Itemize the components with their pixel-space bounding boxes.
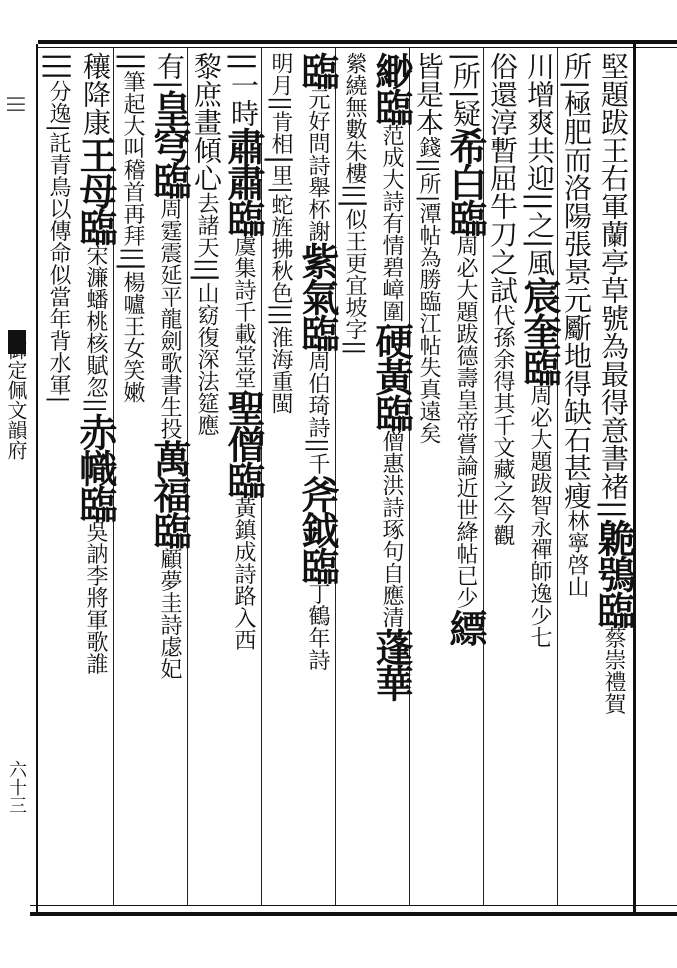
body-text: || — [116, 52, 149, 71]
headword: 硬黃臨 — [369, 322, 414, 430]
frame-top-border — [38, 40, 677, 44]
annotation-text: 黃鎮成詩路入西 — [231, 496, 256, 651]
headword: 聖僧臨 — [221, 388, 266, 497]
body-text: 皆是本 — [412, 52, 445, 136]
frame-bottom-border — [30, 912, 677, 916]
text-column — [295, 52, 340, 902]
annotation-text: 分逸|託青鳥以傳命 — [46, 80, 71, 264]
headword: 希白臨 — [443, 126, 488, 235]
frame-bottom-inner-border — [30, 905, 677, 906]
text-column — [73, 52, 118, 902]
headword: 臨 — [295, 52, 340, 88]
frame-left-border — [36, 44, 38, 914]
body-text: 堅題跋王右軍蘭亭草號為最得意書褚 — [597, 52, 630, 500]
annotation-text: 里|蛇旌拂秋色|||淮海重閩 — [268, 164, 293, 414]
headword: 臲鴞臨 — [591, 518, 636, 627]
body-text: ||| — [42, 52, 75, 81]
headword: 紫氣臨 — [295, 242, 340, 350]
annotation-text: 蔡崇禮賀 — [601, 626, 626, 715]
text-column — [410, 52, 446, 902]
text-column — [591, 52, 636, 902]
annotation-text: 明月||肯相 — [268, 52, 293, 155]
text-column — [114, 52, 150, 902]
headword: 肅肅臨 — [221, 126, 266, 235]
annotation-text: 楊嚧王女笑嫩 — [120, 271, 145, 404]
annotation-text: 范成大詩有情碧嶂圍 — [379, 124, 404, 322]
frame-top-inner-border — [38, 47, 677, 48]
margin-book-title: 御定佩文韻府 — [4, 340, 28, 460]
headword: 宸奎臨 — [517, 276, 562, 385]
text-column — [40, 52, 76, 902]
text-column — [221, 52, 266, 902]
annotation-text: 去諸天|| — [194, 192, 219, 273]
annotation-text: 周霆震延平龍劍歌書生投 — [157, 197, 182, 440]
headword: 蓬華 — [369, 628, 414, 700]
headword: 緲臨 — [369, 52, 414, 124]
annotation-text: 林寧啓山 — [564, 509, 589, 598]
text-column — [188, 52, 224, 902]
text-column — [558, 52, 594, 902]
annotation-text: 周必大題跋德壽皇帝嘗論近世絳帖已少 — [453, 234, 478, 609]
margin-marks: ||| — [6, 95, 27, 114]
annotation-text: 僧惠洪詩琢句自應清 — [379, 430, 404, 628]
text-column — [147, 52, 192, 902]
annotation-text: 丁鶴年詩 — [305, 582, 330, 671]
column-rule — [409, 48, 410, 906]
page-margin — [0, 40, 30, 914]
text-column — [484, 52, 520, 902]
annotation-text: 周必大題跋智永禪師逸少七 — [527, 384, 552, 649]
annotation-text: 周伯琦詩||千 — [305, 350, 330, 475]
text-column — [369, 52, 414, 902]
annotation-text: 縈繞無數朱樓|| — [342, 52, 367, 199]
annotation-text: 虞集詩千載堂堂 — [231, 234, 256, 389]
text-column — [443, 52, 488, 902]
body-text: | — [338, 198, 371, 209]
annotation-text: 宋濂蟠桃核賦忽|| — [83, 244, 108, 413]
headword: 斧鉞臨 — [295, 474, 340, 583]
headword: 皇穹臨 — [147, 89, 192, 198]
annotation-text: 顧夢圭詩虙妃 — [157, 547, 182, 680]
annotation-text: 吳訥李將軍歌誰 — [83, 520, 108, 675]
headword: 萬福臨 — [147, 439, 192, 548]
text-column — [336, 52, 372, 902]
margin-page-number: 六十三 — [6, 760, 27, 814]
text-column — [262, 52, 298, 902]
annotation-text: 筆起大叫稽首再拜|| — [120, 70, 145, 262]
headword: 縹 — [443, 608, 488, 645]
text-column — [517, 52, 562, 902]
column-rule — [557, 48, 558, 906]
body-text: | — [190, 272, 223, 283]
annotation-text: 代孫余得其千文藏之今觀 — [490, 304, 515, 546]
annotation-text: 錢||所|潭帖為勝臨江帖失真遠矣 — [416, 136, 441, 445]
body-text: 黎庶畫傾心 — [190, 52, 223, 192]
body-text: 俗還淳暫屈牛刀之試 — [486, 52, 519, 304]
body-text: 有| — [153, 52, 186, 90]
frame-right-border — [633, 44, 636, 914]
annotation-text: 山窈復深法筵應 — [194, 282, 219, 437]
body-text: 川增爽共迎||之|風 — [523, 52, 556, 277]
body-text: | — [264, 154, 297, 165]
body-text: 所|極肥而洛陽張景元斸地得缺石甚瘦 — [560, 52, 593, 510]
headword: 赤幟臨 — [73, 412, 118, 521]
annotation-text: 元好問詩舉杯謝 — [305, 88, 330, 242]
body-text: 穰降康 — [79, 52, 112, 136]
body-text: |所|疑 — [449, 52, 482, 127]
body-text: || — [597, 500, 630, 519]
annotation-text: 似王更宜坡字|| — [342, 208, 367, 356]
headword: 王母臨 — [73, 136, 118, 244]
body-text: | — [116, 261, 149, 272]
body-text: ||一時 — [227, 52, 260, 127]
annotation-text: 似當年背水軍| — [46, 263, 71, 404]
